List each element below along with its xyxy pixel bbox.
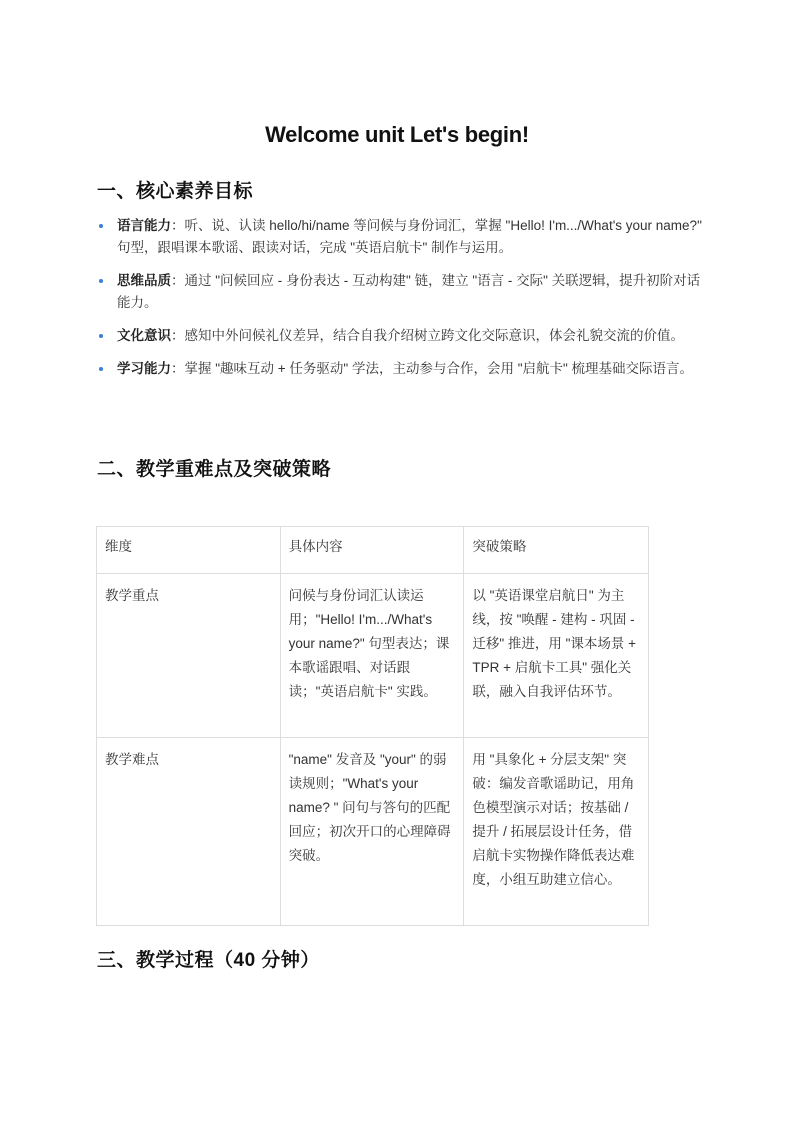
cell-strategy: 以 "英语课堂启航日" 为主线，按 "唤醒 - 建构 - 巩固 - 迁移" 推进，用 "课本场景 + TPR + 启航卡工具" 强化关联，融入自我评估环节。 bbox=[464, 574, 649, 738]
cell-dimension: 教学重点 bbox=[97, 574, 281, 738]
table-row bbox=[97, 574, 649, 738]
strategy-table-wrapper bbox=[96, 526, 649, 926]
list-item bbox=[97, 325, 703, 347]
goal-label: 语言能力 bbox=[117, 218, 171, 233]
bullet-icon bbox=[99, 279, 103, 283]
goal-label: 思维品质 bbox=[117, 273, 171, 288]
bullet-icon bbox=[99, 367, 103, 371]
cell-content: "name" 发音及 "your" 的弱读规则；"What's your name? " 问句与答句的匹配回应；初次开口的心理障碍突破。 bbox=[280, 738, 464, 926]
section-heading-key-difficulties: 二、教学重难点及突破策略 bbox=[97, 459, 332, 480]
section-heading-teaching-process: 三、教学过程（40 分钟） bbox=[97, 950, 320, 971]
table-row bbox=[97, 738, 649, 926]
table-header-row bbox=[97, 527, 649, 574]
goal-text: ：通过 "问候回应 - 身份表达 - 互动构建" 链，建立 "语言 - 交际" 关联逻辑，提升初阶对话能力。 bbox=[117, 273, 701, 310]
column-header-dimension: 维度 bbox=[97, 527, 281, 574]
cell-dimension: 教学难点 bbox=[97, 738, 281, 926]
section-heading-core-goals: 一、核心素养目标 bbox=[97, 181, 254, 202]
column-header-strategy: 突破策略 bbox=[464, 527, 649, 574]
bullet-icon bbox=[99, 224, 103, 228]
strategy-table bbox=[96, 526, 649, 926]
cell-content: 问候与身份词汇认读运用；"Hello! I'm.../What's your name?" 句型表达；课本歌谣跟唱、对话跟读；"英语启航卡" 实践。 bbox=[280, 574, 464, 738]
goal-text: ：感知中外问候礼仪差异，结合自我介绍树立跨文化交际意识，体会礼貌交流的价值。 bbox=[171, 328, 684, 343]
goal-text: ：听、说、认读 hello/hi/name 等问候与身份词汇，掌握 "Hello! I'm.../What's your name?" 句型，跟唱课本歌谣、跟读对话，完成 "英语启航卡" 制作与运用。 bbox=[117, 218, 702, 255]
goal-text: ：掌握 "趣味互动 + 任务驱动" 学法，主动参与合作，会用 "启航卡" 梳理基础交际语言。 bbox=[171, 361, 694, 376]
goal-label: 文化意识 bbox=[117, 328, 171, 343]
goal-label: 学习能力 bbox=[117, 361, 171, 376]
bullet-icon bbox=[99, 334, 103, 338]
document-title: Welcome unit Let's begin! bbox=[265, 122, 529, 147]
list-item bbox=[97, 215, 703, 259]
column-header-content: 具体内容 bbox=[280, 527, 464, 574]
list-item bbox=[97, 358, 703, 380]
cell-strategy: 用 "具象化 + 分层支架" 突破：编发音歌谣助记，用角色模型演示对话；按基础 / 提升 / 拓展层设计任务，借启航卡实物操作降低表达难度，小组互助建立信心。 bbox=[464, 738, 649, 926]
list-item bbox=[97, 270, 703, 314]
core-goals-list bbox=[97, 215, 703, 391]
